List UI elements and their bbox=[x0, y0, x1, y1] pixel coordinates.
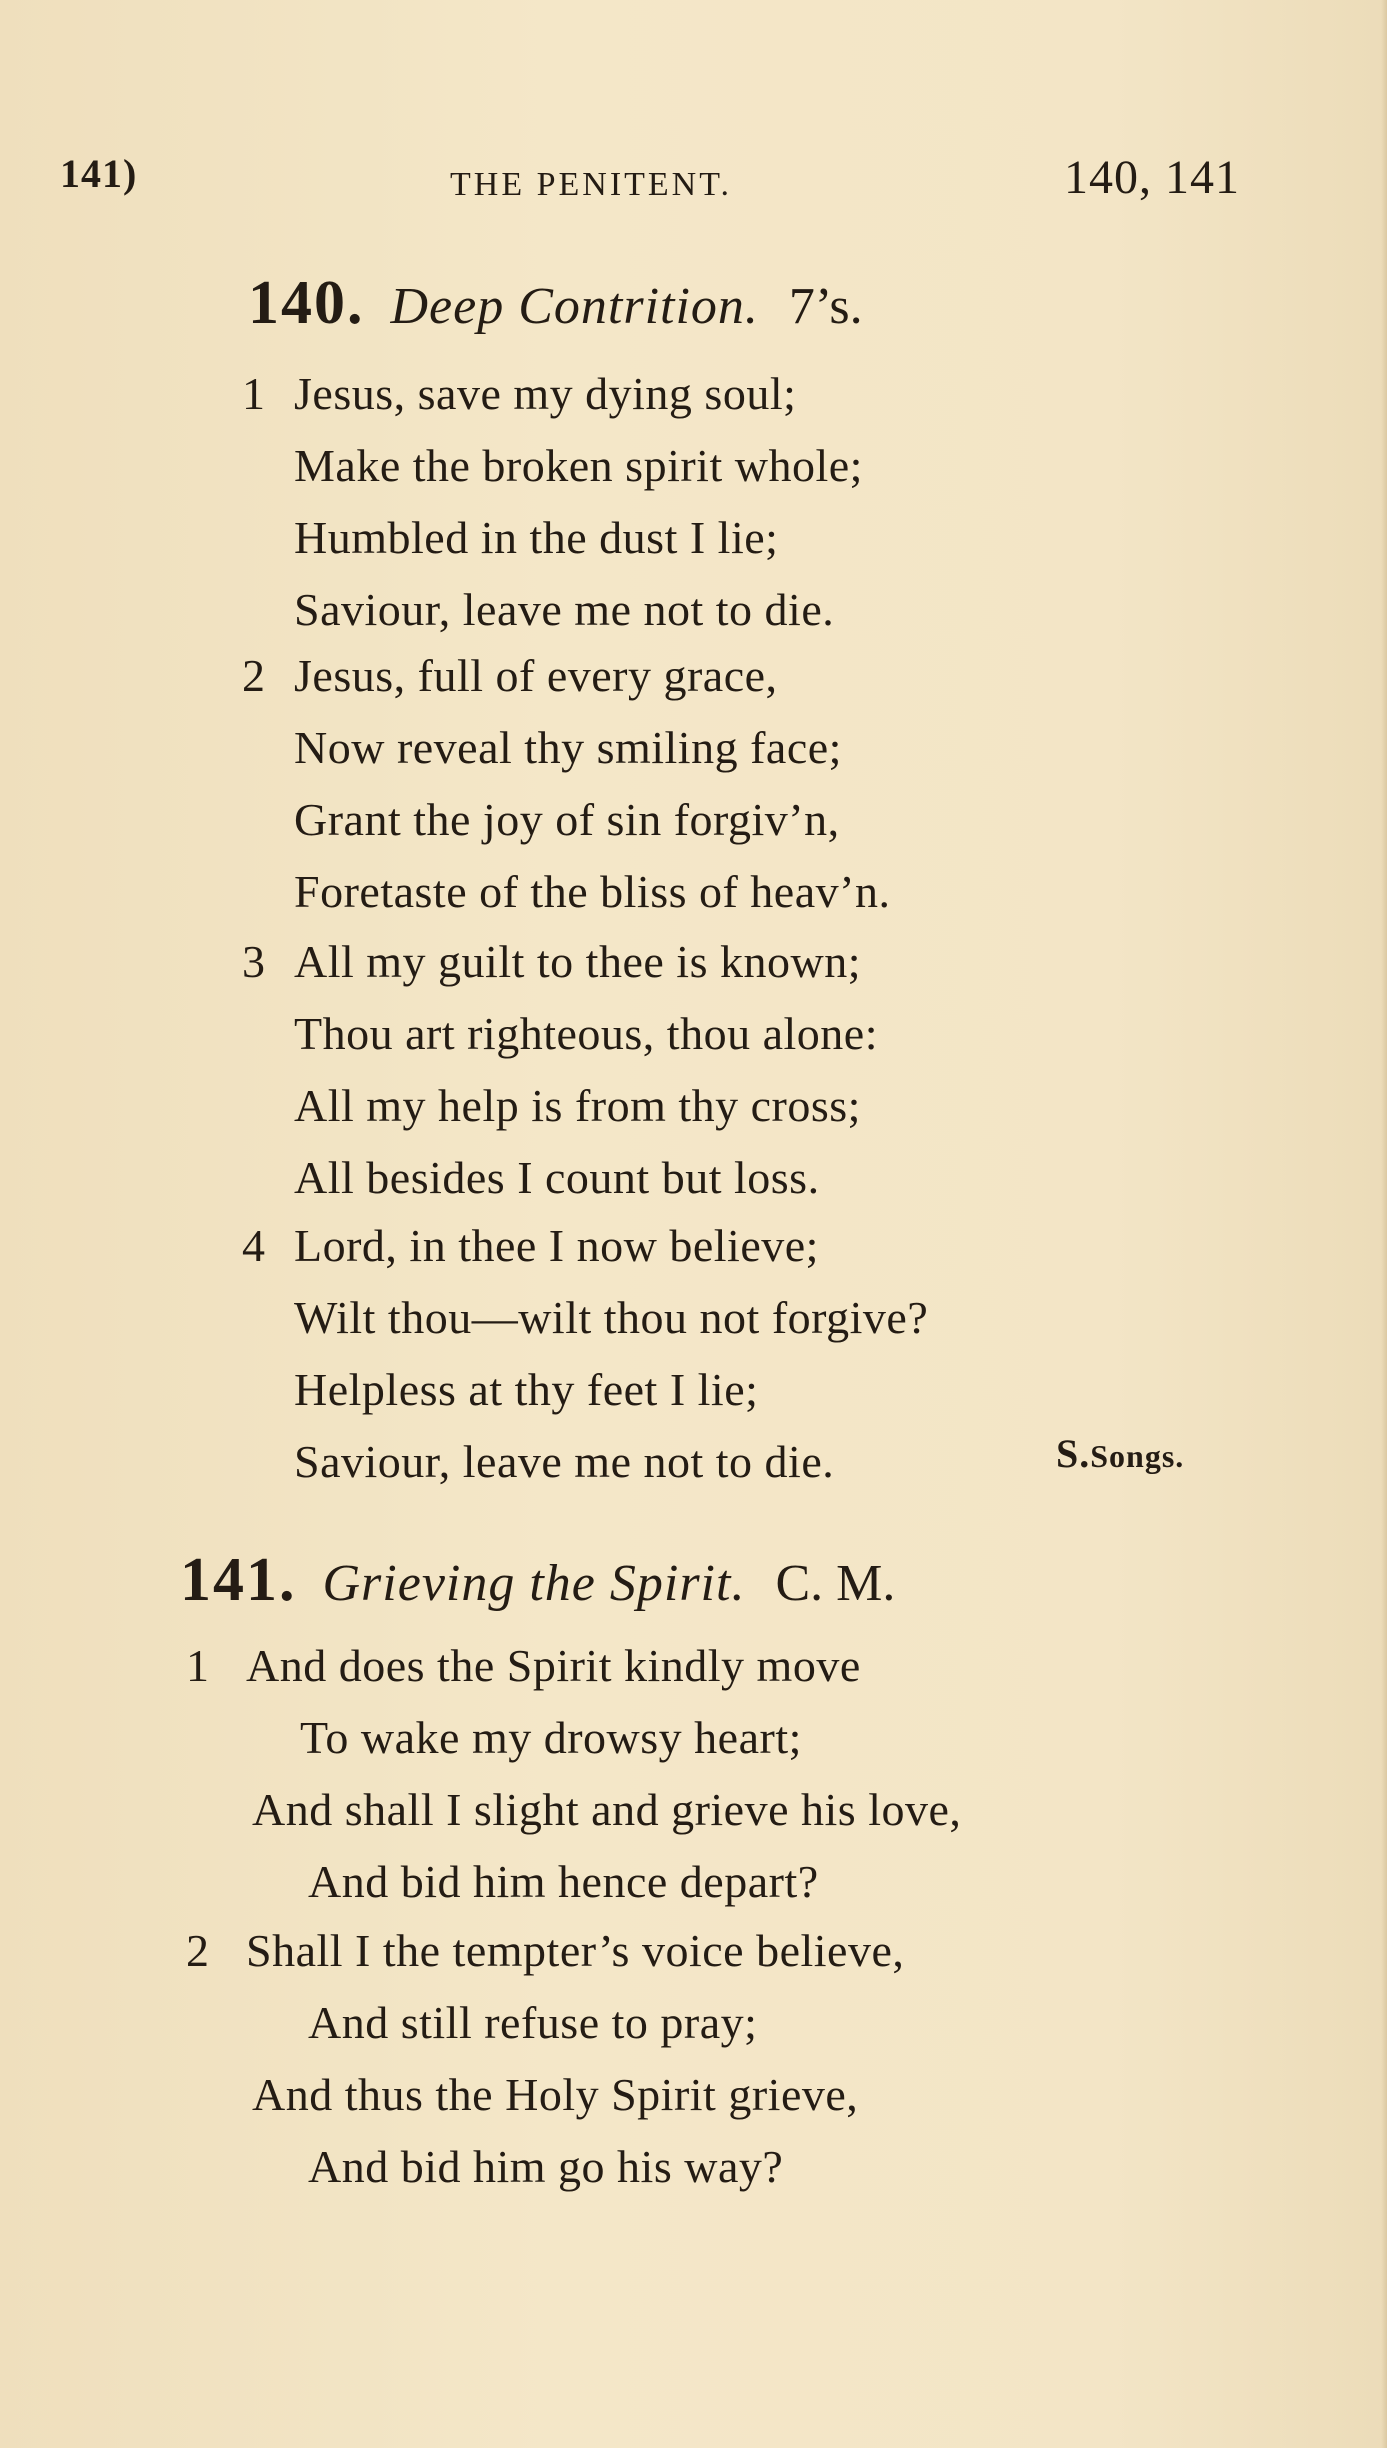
verse-line bbox=[186, 1630, 1286, 1702]
hymn-meter: C. M. bbox=[775, 1555, 896, 1612]
stanza-number: 1 bbox=[242, 368, 266, 419]
verse-text: Saviour, leave me not to die. bbox=[294, 1436, 835, 1487]
verse-text: All my guilt to thee is known; bbox=[294, 936, 861, 987]
hymn-number: 141. bbox=[180, 1546, 297, 1614]
hymn-140-heading bbox=[248, 268, 863, 339]
verse-text: All my help is from thy cross; bbox=[294, 1080, 861, 1131]
hymn-140-stanza-3 bbox=[242, 926, 1242, 1214]
running-head bbox=[60, 150, 1240, 210]
hymn-141-stanza-2 bbox=[186, 1915, 1286, 2203]
verse-text: Saviour, leave me not to die. bbox=[294, 584, 835, 635]
attribution-source: Songs. bbox=[1090, 1438, 1185, 1474]
verse-line bbox=[242, 856, 1242, 928]
verse-text: All besides I count but loss. bbox=[294, 1152, 820, 1203]
verse-line bbox=[242, 574, 1242, 646]
verse-line bbox=[242, 926, 1242, 998]
verse-text: Grant the joy of sin forgiv’n, bbox=[294, 794, 840, 845]
hymn-141-heading bbox=[180, 1545, 895, 1616]
hymn-title: Grieving the Spirit. bbox=[322, 1555, 746, 1612]
verse-text: Now reveal thy smiling face; bbox=[294, 722, 842, 773]
verse-text: And bid him go his way? bbox=[308, 2141, 784, 2192]
verse-line bbox=[186, 1774, 1286, 1846]
hymn-140-attribution bbox=[1056, 1430, 1184, 1477]
running-head-left: 141) bbox=[60, 151, 138, 196]
verse-text: Humbled in the dust I lie; bbox=[294, 512, 779, 563]
verse-line bbox=[186, 2059, 1286, 2131]
stanza-number: 3 bbox=[242, 936, 266, 987]
verse-line bbox=[242, 358, 1242, 430]
verse-text: Jesus, full of every grace, bbox=[294, 650, 778, 701]
verse-text: Wilt thou—wilt thou not forgive? bbox=[294, 1292, 929, 1343]
verse-line bbox=[186, 1846, 1286, 1918]
page-edge-shadow bbox=[1381, 0, 1387, 2448]
hymn-number: 140. bbox=[248, 269, 365, 337]
stanza-number: 2 bbox=[186, 1925, 210, 1976]
verse-text: And still refuse to pray; bbox=[308, 1997, 758, 2048]
verse-line bbox=[186, 1702, 1286, 1774]
verse-text: Jesus, save my dying soul; bbox=[294, 368, 797, 419]
verse-line bbox=[242, 784, 1242, 856]
hymn-title: Deep Contrition. bbox=[390, 278, 759, 335]
verse-text: Thou art righteous, thou alone: bbox=[294, 1008, 878, 1059]
verse-line bbox=[242, 998, 1242, 1070]
running-head-title: THE PENITENT. bbox=[450, 166, 732, 203]
verse-text: And bid him hence depart? bbox=[308, 1856, 819, 1907]
verse-line bbox=[242, 712, 1242, 784]
verse-line bbox=[242, 1354, 1242, 1426]
verse-line bbox=[242, 1282, 1242, 1354]
hymn-140-stanza-1 bbox=[242, 358, 1242, 646]
verse-text: Shall I the tempter’s voice believe, bbox=[246, 1925, 905, 1976]
verse-line bbox=[242, 640, 1242, 712]
running-head-hymn-numbers: 140, 141 bbox=[1064, 151, 1240, 204]
verse-text: And thus the Holy Spirit grieve, bbox=[252, 2069, 859, 2120]
verse-text: To wake my drowsy heart; bbox=[300, 1712, 802, 1763]
verse-line bbox=[186, 1915, 1286, 1987]
attribution-prefix: S. bbox=[1056, 1431, 1091, 1476]
verse-line bbox=[242, 1070, 1242, 1142]
verse-line bbox=[186, 2131, 1286, 2203]
hymn-meter: 7’s. bbox=[788, 278, 863, 335]
verse-line bbox=[242, 430, 1242, 502]
stanza-number: 4 bbox=[242, 1220, 266, 1271]
hymn-140-stanza-2 bbox=[242, 640, 1242, 928]
verse-text: Make the broken spirit whole; bbox=[294, 440, 863, 491]
verse-line bbox=[242, 1210, 1242, 1282]
verse-text: Helpless at thy feet I lie; bbox=[294, 1364, 759, 1415]
verse-text: Foretaste of the bliss of heav’n. bbox=[294, 866, 891, 917]
verse-line bbox=[242, 1142, 1242, 1214]
verse-text: Lord, in thee I now believe; bbox=[294, 1220, 819, 1271]
stanza-number: 1 bbox=[186, 1640, 210, 1691]
verse-line bbox=[186, 1987, 1286, 2059]
hymn-141-stanza-1 bbox=[186, 1630, 1286, 1918]
stanza-number: 2 bbox=[242, 650, 266, 701]
verse-text: And does the Spirit kindly move bbox=[246, 1640, 861, 1691]
verse-text: And shall I slight and grieve his love, bbox=[252, 1784, 962, 1835]
verse-line bbox=[242, 502, 1242, 574]
